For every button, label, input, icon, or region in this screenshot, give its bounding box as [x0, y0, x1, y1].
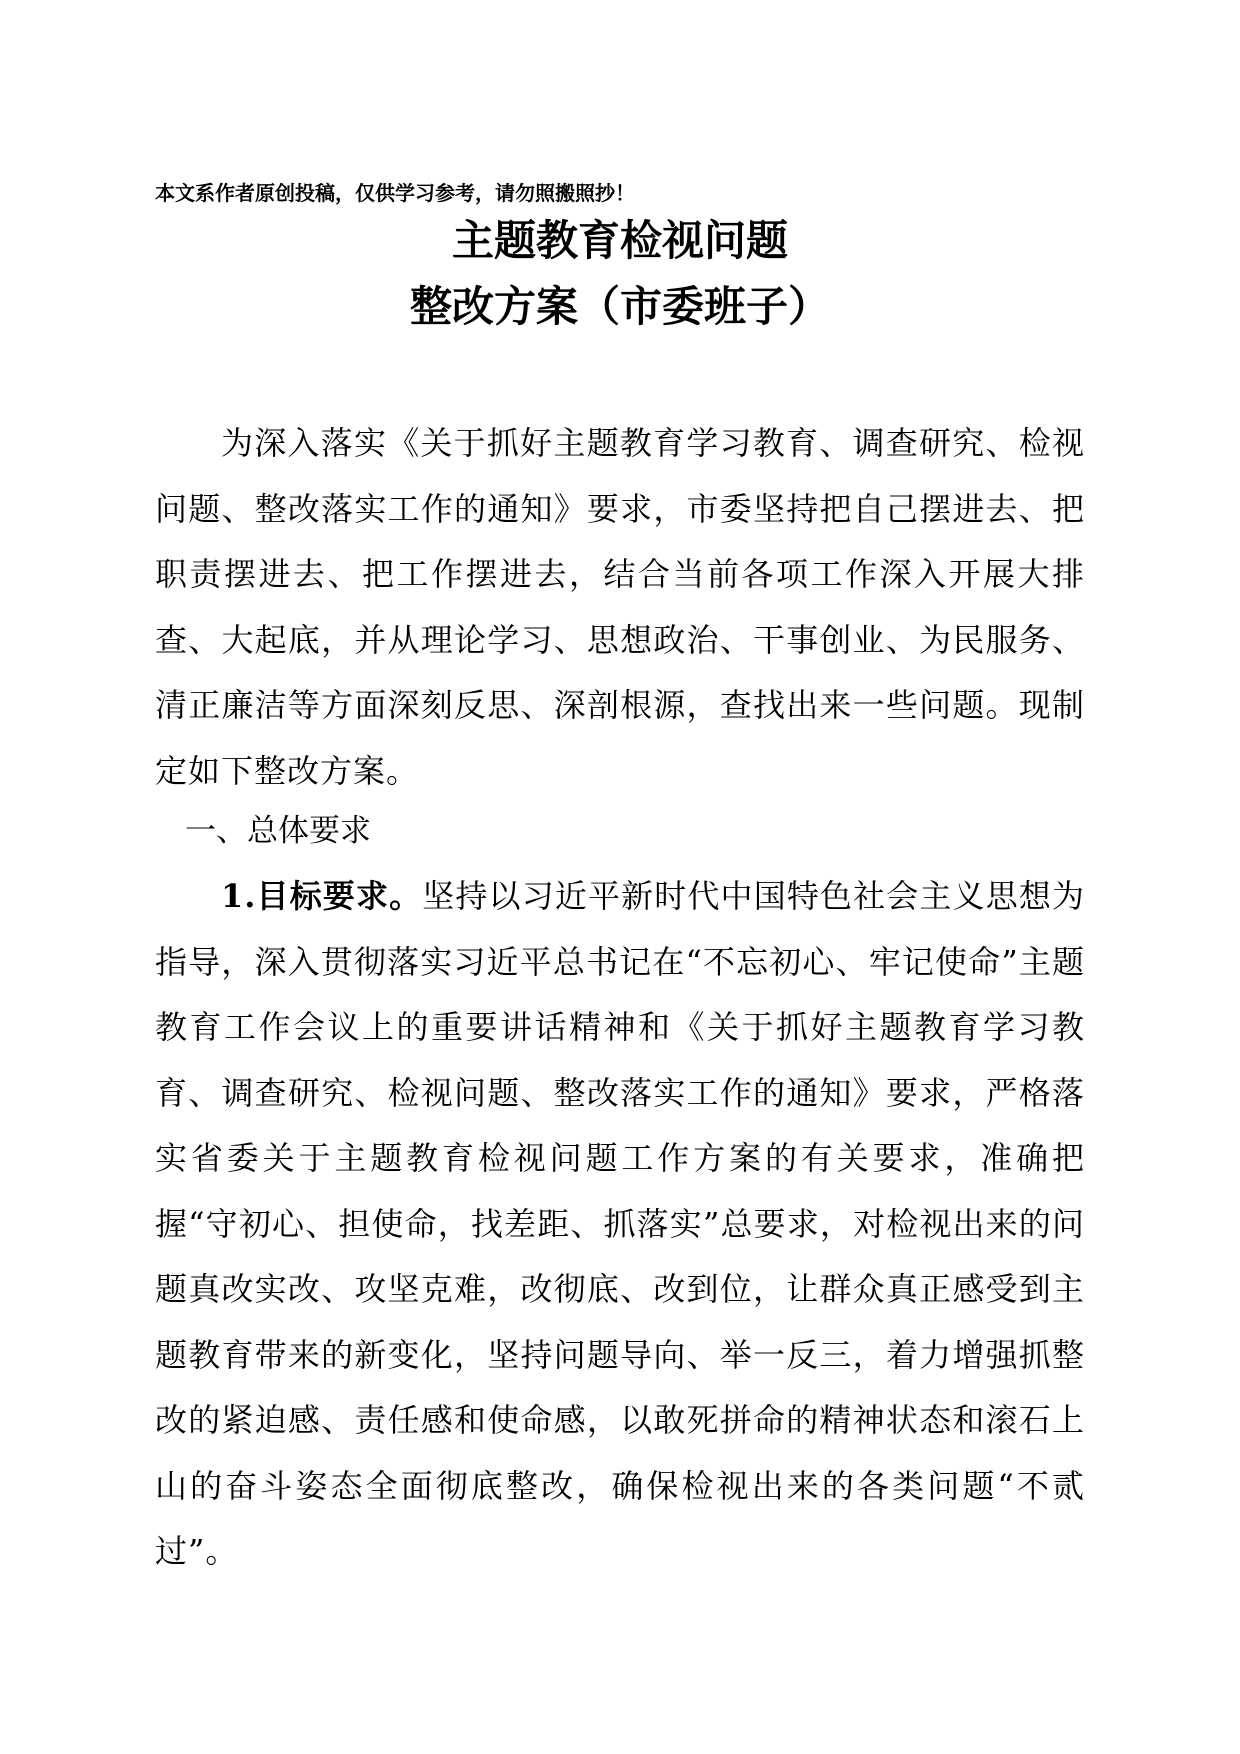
document-title-line-1: 主题教育检视问题: [451, 216, 788, 265]
item-lead-label: 1.目标要求。: [221, 877, 423, 915]
item-body-text: 坚持以习近平新时代中国特色社会主义思想为指导，深入贯彻落实习近平总书记在“不忘初心、牢记使命”主题教育工作会议上的重要讲话精神和《关于抓好主题教育学习教育、调查研究、检视问题、整改落实工作的通知》要求，严格落实省委关于主题教育检视问题工作方案的有关要求，准确把握“守初心、担使命，找差距、抓落实”总要求，对检视出来的问题真改实改、攻坚克难，改彻底、改到位，让群众真正感受到主题教育带来的新变化，坚持问题导向、举一反三，着力增强抓整改的紧迫感、责任感和使命感，以敢死拼命的精神状态和滚石上山的奋斗姿态全面彻底整改，确保检视出来的各类问题“不贰过”。: [155, 877, 1085, 1570]
intro-paragraph: 为深入落实《关于抓好主题教育学习教育、调查研究、检视问题、整改落实工作的通知》要求，市委坚持把自己摆进去、把职责摆进去、把工作摆进去，结合当前各项工作深入开展大排查、大起底，并从理论学习、思想政治、干事创业、为民服务、清正廉洁等方面深刻反思、深剖根源，查找出来一些问题。现制定如下整改方案。: [155, 424, 1085, 790]
item-target-requirements: [155, 864, 1085, 1585]
section-heading-general-requirements: 一、总体要求: [185, 813, 371, 849]
document-title-line-2: 整改方案（市委班子）: [409, 282, 830, 331]
author-notice: 本文系作者原创投稿，仅供学习参考，请勿照搬照抄！: [155, 181, 635, 205]
